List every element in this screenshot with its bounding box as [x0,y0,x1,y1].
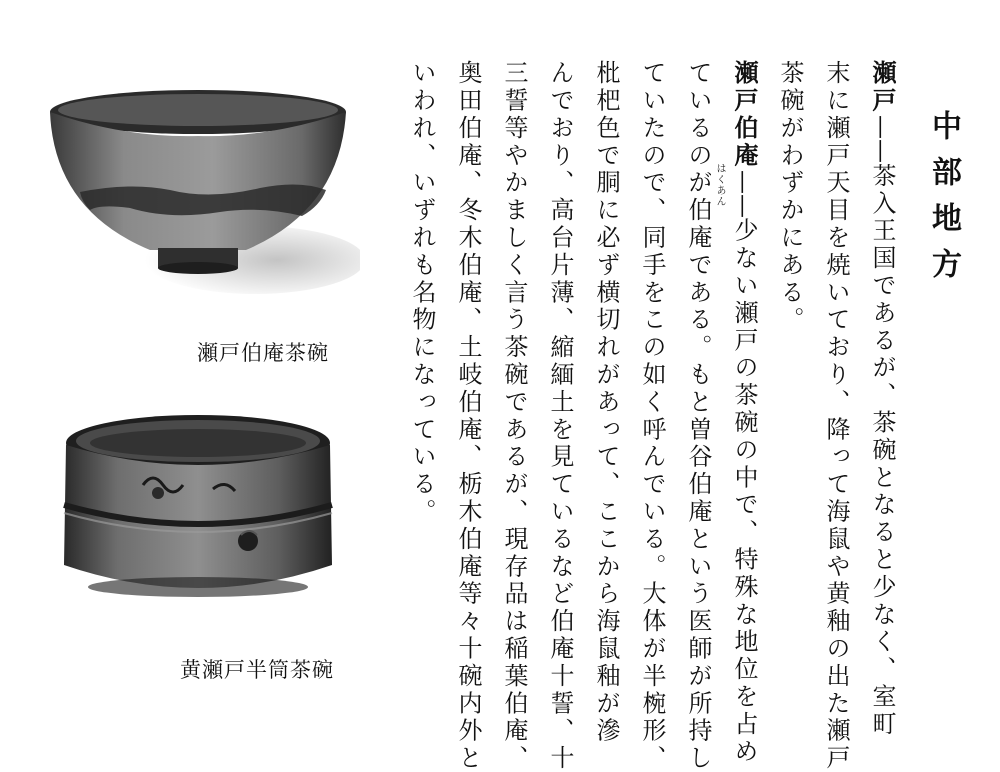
page-heading: 中部地方 [926,110,961,294]
text-column-9: 三誓等やかましく言う茶碗であるが、現存品は稲葉伯庵、 [500,60,528,772]
ki-seto-bowl-image [48,405,348,615]
text-column-1 [870,60,894,738]
seto-hakuan-bowl-image [40,60,360,300]
caption-ki-seto-bowl: 黄瀬戸半筒茶碗 [180,658,334,682]
text-column-6: ていたので、同手をこの如く呼んでいる。大体が半椀形、 [638,60,666,772]
seto-line-1: 茶入王国であるが、茶碗となると少なく、室町 [868,162,896,739]
em-dash: —— [868,114,896,163]
text-column-5: ているのが伯庵である。もと曽谷伯庵という医師が所持し [684,60,712,772]
text-column-7: 枇杷色で胴に必ず横切れがあって、ここから海鼠釉が滲 [592,60,620,745]
term-seto: 瀬戸 [868,60,896,115]
em-dash: —— [730,169,758,218]
text-column-3: 茶碗がわずかにある。 [776,60,804,334]
hakuan-line-1: 少ない瀬戸の茶碗の中で、特殊な地位を占め [730,217,758,766]
furigana-hakuan: はくあん [714,163,725,207]
seto-hakuan-bowl-photo [40,60,360,300]
text-column-11: いわれ、いずれも名物になっている。 [408,60,436,526]
text-column-10: 奥田伯庵、冬木伯庵、土岐伯庵、栃木伯庵等々十碗内外と [454,60,482,772]
text-column-2: 末に瀬戸天目を焼いており、降って海鼠や黄釉の出た瀬戸 [822,60,850,772]
term-seto-hakuan: 瀬戸伯庵 [730,60,758,170]
text-column-8: んでおり、高台片薄、縮緬土を見ているなど伯庵十誓、十 [546,60,574,772]
text-column-4 [732,60,756,766]
ki-seto-bowl-photo [48,405,348,615]
caption-seto-hakuan-bowl: 瀬戸伯庵茶碗 [197,341,329,365]
